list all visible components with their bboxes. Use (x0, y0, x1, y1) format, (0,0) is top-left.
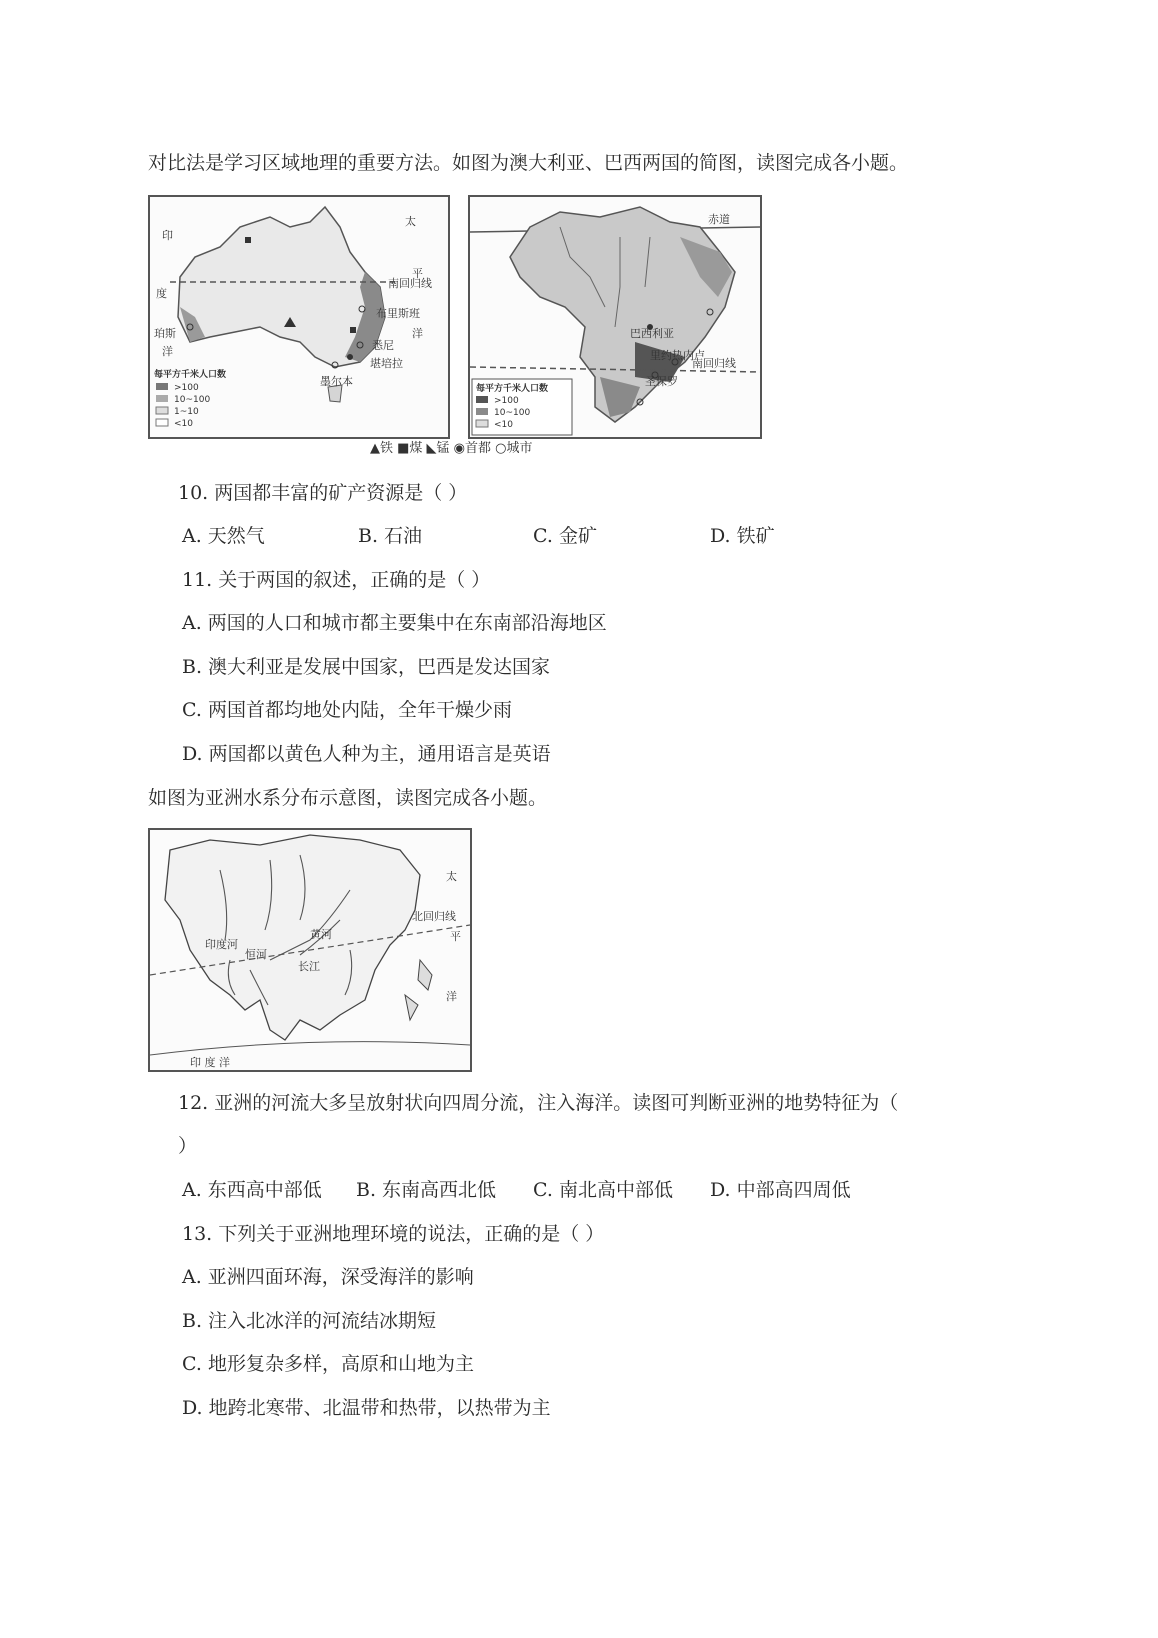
label-rio: 里约热内卢 (650, 349, 705, 362)
label-equator: 赤道 (708, 213, 730, 226)
q12-stem-line2: ） (178, 1135, 198, 1157)
label-brasilia: 巴西利亚 (630, 327, 674, 340)
brazil-legend-item-1: >100 (494, 396, 519, 406)
q10-option-a: A. 天然气 (182, 525, 265, 547)
intro-text-1: 对比法是学习区域地理的重要方法。如图为澳大利亚、巴西两国的简图，读图完成各小题。 (148, 152, 909, 174)
intro-text-2: 如图为亚洲水系分布示意图，读图完成各小题。 (148, 787, 548, 809)
asia-label-tropic: 北回归线 (412, 910, 456, 923)
australia-legend-item-1: >100 (174, 383, 199, 393)
asia-map-drawing (150, 830, 470, 1070)
q10-option-b: B. 石油 (358, 525, 423, 547)
q12-option-d: D. 中部高四周低 (710, 1179, 851, 1201)
brazil-legend (472, 379, 572, 435)
australia-legend-title: 每平方千米人口数 (154, 370, 227, 380)
q12-stem-line1: 12. 亚洲的河流大多呈放射状向四周分流，注入海洋。读图可判断亚洲的地势特征为（ (178, 1092, 899, 1114)
q11-stem: 11. 关于两国的叙述，正确的是（ ） (182, 569, 491, 591)
q11-option-d: D. 两国都以黄色人种为主，通用语言是英语 (182, 743, 551, 765)
australia-legend-item-3: 1~10 (174, 407, 199, 417)
asia-label-pacific-3: 洋 (446, 990, 457, 1003)
asia-label-ganges: 恒河 (245, 948, 267, 961)
asia-label-indus: 印度河 (205, 938, 238, 951)
asia-label-yangtze: 长江 (298, 960, 320, 973)
australia-legend (154, 368, 226, 429)
label-tropic-brazil: 南回归线 (692, 357, 736, 370)
q11-option-b: B. 澳大利亚是发展中国家，巴西是发达国家 (182, 656, 551, 678)
label-tropic: 南回归线 (388, 277, 432, 290)
q10-stem: 10. 两国都丰富的矿产资源是（ ） (178, 482, 468, 504)
label-melbourne: 墨尔本 (320, 375, 353, 388)
australia-map (148, 195, 450, 439)
label-indian-1: 印 (162, 229, 173, 242)
label-indian-2: 度 (156, 287, 167, 300)
label-pacific-2: 平 (412, 267, 423, 280)
q13-option-a: A. 亚洲四面环海，深受海洋的影响 (182, 1266, 474, 1288)
australia-legend-item-4: <10 (174, 419, 193, 429)
q13-option-d: D. 地跨北寒带、北温带和热带，以热带为主 (182, 1397, 551, 1419)
brazil-legend-item-3: <10 (494, 420, 513, 430)
label-sydney: 悉尼 (372, 339, 394, 352)
asia-label-indian: 印 度 洋 (190, 1056, 230, 1069)
q12-option-c: C. 南北高中部低 (533, 1179, 673, 1201)
q10-option-d: D. 铁矿 (710, 525, 775, 547)
q13-stem: 13. 下列关于亚洲地理环境的说法，正确的是（ ） (182, 1223, 605, 1245)
q12-option-b: B. 东南高西北低 (356, 1179, 497, 1201)
asia-label-pacific-1: 太 (446, 870, 457, 883)
brazil-map-drawing (470, 197, 760, 437)
q11-option-a: A. 两国的人口和城市都主要集中在东南部沿海地区 (182, 612, 607, 634)
mineral-symbol-legend: ▲铁 ■煤 ◣锰 ◉首都 ○城市 (370, 441, 533, 456)
label-brisbane: 布里斯班 (376, 307, 420, 320)
q13-option-c: C. 地形复杂多样，高原和山地为主 (182, 1353, 474, 1375)
label-pacific-1: 太 (405, 215, 416, 228)
asia-map (148, 828, 472, 1072)
label-pacific-3: 洋 (412, 327, 423, 340)
q11-option-c: C. 两国首都均地处内陆，全年干燥少雨 (182, 699, 512, 721)
brazil-map (468, 195, 762, 439)
label-sao-paulo: 圣保罗 (645, 375, 678, 388)
brazil-legend-item-2: 10~100 (494, 408, 531, 418)
brazil-legend-title: 每平方千米人口数 (476, 384, 549, 394)
q10-option-c: C. 金矿 (533, 525, 597, 547)
australia-legend-item-2: 10~100 (174, 395, 211, 405)
asia-label-yellow: 黄河 (310, 928, 332, 941)
australia-map-drawing (150, 197, 448, 437)
asia-label-pacific-2: 平 (450, 930, 461, 943)
q13-option-b: B. 注入北冰洋的河流结冰期短 (182, 1310, 437, 1332)
label-indian-3: 洋 (162, 345, 173, 358)
q12-option-a: A. 东西高中部低 (182, 1179, 322, 1201)
label-canberra: 堪培拉 (370, 357, 403, 370)
label-perth: 珀斯 (154, 327, 176, 340)
